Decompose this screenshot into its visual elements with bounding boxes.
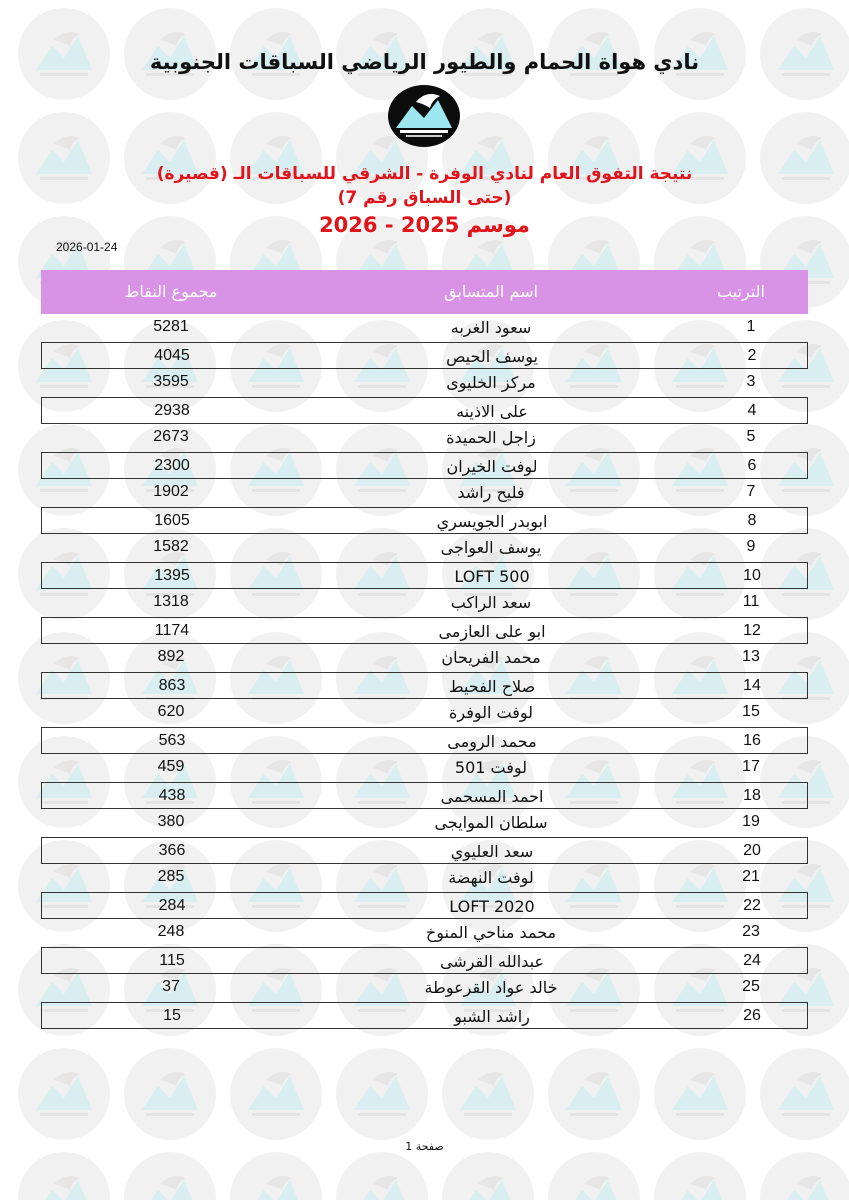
cell-competitor-name: فليح راشد (457, 483, 525, 502)
cell-total-points: 1902 (153, 483, 189, 500)
pigeon-watermark-icon (442, 1152, 534, 1200)
cell-competitor-name: سعود الغربه (450, 318, 532, 337)
table-row (41, 562, 808, 590)
table-row (41, 699, 808, 727)
table-row (41, 754, 808, 782)
table-row (41, 809, 808, 837)
pigeon-watermark-icon (124, 1152, 216, 1200)
cell-competitor-name: محمد الرومى (447, 731, 537, 751)
cell-total-points: 380 (157, 813, 185, 830)
cell-rank: 8 (747, 511, 757, 529)
table-row (41, 424, 808, 452)
header-total-points: مجموع النقاط (124, 282, 218, 301)
cell-total-points: 2673 (153, 428, 189, 445)
cell-rank: 15 (742, 703, 760, 720)
cell-competitor-name: محمد الفريحان (441, 648, 541, 667)
cell-total-points: 5281 (153, 318, 189, 335)
cell-rank: 2 (747, 346, 757, 364)
cell-total-points: 863 (158, 676, 186, 694)
cell-competitor-name: يوسف العواجى (440, 538, 542, 557)
cell-competitor-name: لوفت الخيران (446, 456, 538, 476)
table-row (41, 534, 808, 562)
cell-rank: 11 (742, 593, 760, 610)
cell-rank: 4 (747, 401, 757, 419)
cell-total-points: 620 (157, 703, 185, 720)
cell-total-points: 248 (157, 923, 185, 940)
cell-competitor-name: على الاذينه (456, 401, 528, 421)
season-label: موسم 2025 - 2026 (319, 213, 530, 237)
table-body (41, 314, 808, 1029)
pigeon-watermark-icon (548, 1048, 640, 1140)
cell-total-points: 459 (157, 758, 185, 775)
cell-competitor-name: ابو على العازمى (438, 621, 546, 641)
cell-competitor-name: لوفت 501 (454, 758, 528, 777)
cell-total-points: 1318 (153, 593, 189, 610)
cell-competitor-name: عبدالله القرشى (439, 951, 545, 971)
pigeon-club-logo-icon (386, 84, 462, 148)
cell-total-points: 438 (158, 786, 186, 804)
table-row (41, 1002, 808, 1030)
table-row (41, 507, 808, 535)
table-row (41, 837, 808, 865)
table-row (41, 397, 808, 425)
pigeon-watermark-icon (18, 1152, 110, 1200)
pigeon-watermark-icon (760, 1048, 849, 1140)
pigeon-watermark-icon (230, 1048, 322, 1140)
header-rank: الترتيب (717, 282, 765, 301)
pigeon-watermark-icon (336, 1048, 428, 1140)
cell-total-points: 285 (157, 868, 185, 885)
cell-rank: 22 (743, 896, 761, 914)
cell-competitor-name: ابوبدر الجويسري (436, 511, 548, 531)
pigeon-watermark-icon (654, 1152, 746, 1200)
table-row (41, 589, 808, 617)
cell-competitor-name: صلاح الفحيط (448, 676, 536, 696)
results-subtitle: نتيجة التفوق العام لنادي الوفرة - الشرقي للسباقات الـ (قصيرة) (156, 164, 693, 184)
cell-rank: 21 (742, 868, 760, 885)
cell-competitor-name: لوفت النهضة (448, 868, 534, 887)
cell-total-points: 284 (158, 896, 186, 914)
cell-rank: 16 (743, 731, 761, 749)
cell-rank: 12 (743, 621, 761, 639)
cell-total-points: 2300 (154, 456, 190, 474)
pigeon-watermark-icon (124, 1048, 216, 1140)
cell-total-points: 366 (158, 841, 186, 859)
table-row (41, 617, 808, 645)
cell-total-points: 1582 (153, 538, 189, 555)
cell-total-points: 892 (157, 648, 185, 665)
cell-rank: 7 (746, 483, 756, 500)
table-row (41, 782, 808, 810)
cell-rank: 9 (746, 538, 756, 555)
page-title: نادي هواة الحمام والطيور الرياضي السباقات الجنوبية (149, 50, 700, 74)
cell-total-points: 1395 (154, 566, 190, 584)
table-row (41, 864, 808, 892)
pigeon-watermark-icon (760, 1152, 849, 1200)
cell-total-points: 3595 (153, 373, 189, 390)
cell-rank: 26 (743, 1006, 761, 1024)
table-row (41, 892, 808, 920)
cell-competitor-name: خالد عواد القرعوطة (424, 978, 558, 997)
cell-competitor-name: محمد مناحي المنوخ (425, 923, 557, 942)
cell-total-points: 4045 (154, 346, 190, 364)
cell-total-points: 115 (159, 951, 185, 969)
cell-competitor-name: زاجل الحميدة (446, 428, 536, 447)
table-header (41, 270, 808, 314)
cell-rank: 14 (743, 676, 761, 694)
table-row (41, 974, 808, 1002)
cell-rank: 17 (742, 758, 760, 775)
pigeon-watermark-icon (442, 1048, 534, 1140)
header-competitor-name: اسم المتسابق (444, 282, 538, 301)
cell-competitor-name: مركز الخليوى (446, 373, 536, 392)
cell-rank: 23 (742, 923, 760, 940)
results-table (41, 270, 808, 1029)
race-number-subtitle: (حتى السباق رقم 7) (337, 188, 512, 208)
cell-total-points: 15 (163, 1006, 181, 1024)
page-number: صفحة 1 (405, 1140, 444, 1153)
table-row (41, 644, 808, 672)
cell-competitor-name: سعد العليوي (450, 841, 534, 861)
cell-competitor-name: راشد الشبو (454, 1006, 530, 1026)
table-row (41, 479, 808, 507)
cell-total-points: 2938 (154, 401, 190, 419)
cell-rank: 24 (743, 951, 761, 969)
cell-competitor-name: يوسف الحيص (446, 346, 538, 366)
cell-rank: 25 (742, 978, 760, 995)
cell-rank: 6 (747, 456, 757, 474)
pigeon-watermark-icon (548, 1152, 640, 1200)
cell-competitor-name: لوفت الوفرة (448, 703, 534, 722)
cell-total-points: 563 (158, 731, 186, 749)
table-row (41, 947, 808, 975)
cell-rank: 13 (742, 648, 760, 665)
cell-rank: 20 (743, 841, 761, 859)
table-row (41, 369, 808, 397)
cell-total-points: 37 (162, 978, 180, 995)
cell-competitor-name: LOFT 500 (454, 566, 530, 586)
cell-rank: 18 (743, 786, 761, 804)
pigeon-watermark-icon (230, 1152, 322, 1200)
cell-competitor-name: احمد المسحمى (440, 786, 544, 806)
cell-competitor-name: سلطان الموايجى (434, 813, 548, 832)
table-row (41, 314, 808, 342)
pigeon-watermark-icon (654, 1048, 746, 1140)
cell-rank: 3 (746, 373, 756, 390)
cell-total-points: 1605 (154, 511, 190, 529)
cell-total-points: 1174 (154, 621, 190, 639)
table-row (41, 672, 808, 700)
table-row (41, 919, 808, 947)
table-row (41, 342, 808, 370)
cell-rank: 10 (743, 566, 761, 584)
pigeon-watermark-icon (18, 1048, 110, 1140)
cell-rank: 1 (746, 318, 756, 335)
cell-rank: 5 (746, 428, 756, 445)
table-row (41, 452, 808, 480)
cell-competitor-name: سعد الراكب (450, 593, 532, 612)
cell-competitor-name: LOFT 2020 (449, 896, 535, 916)
cell-rank: 19 (742, 813, 760, 830)
report-date: 2026-01-24 (56, 240, 118, 254)
pigeon-watermark-icon (336, 1152, 428, 1200)
table-row (41, 727, 808, 755)
